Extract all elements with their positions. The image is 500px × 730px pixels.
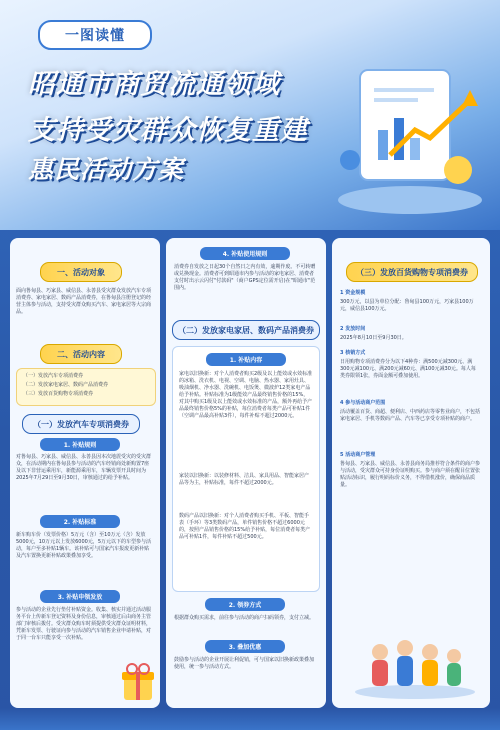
car-subsidy-standard-text: 新车购车价（发票价格）5万元（含）至10万元（含）发放5000元，10万元以上发放6000元，5万元以下的车型参与活动，每户至多补贴1辆车。该补贴可与国家汽车报废更新补贴及汽车置换更新补贴政策叠加享受。 [16, 532, 151, 559]
voucher-usage-rules-label: 4. 补贴使用规则 [200, 247, 290, 260]
voucher-claim-method-label: 2. 领券方式 [205, 598, 285, 611]
section-activity-target-text: 面向鲁甸县、巧家县、威信县、永善县受灾群众发放汽车专项消费券、家电家居、数码产品消费券，在鲁甸县注册登记的经营主体参与活动，支持受灾群众购买汽车、家电家居等大宗商品。 [16, 288, 152, 315]
section-activity-content-title: 二、活动内容 [40, 344, 122, 364]
section-appliance-voucher-title: （二）发放家电家居、数码产品消费券 [172, 320, 320, 340]
gift-box-icon [118, 660, 158, 704]
activity-content-item-2: （二）发放家电家居、数码产品消费券 [23, 382, 109, 388]
title-line-1: 昭通市商贸流通领域 [28, 69, 280, 100]
voucher-claim-method-text: 根据群众购买需求，前往参与活动的商户扫码领券，支付立减。 [174, 615, 315, 621]
page-footer [0, 708, 500, 730]
activity-content-item-1: （一）发放汽车专项消费券 [23, 373, 84, 379]
title-line-3: 惠民活动方案 [28, 155, 185, 184]
activity-content-item-3: （三）发放百货购物专项消费券 [23, 391, 94, 397]
digital-trade-in-text: 数码产品以旧换新：对个人消费者购买手机、平板、智能手表（手环）等3类数码产品，单件销售价格不超过6000元的，按照产品销售价格的15%给予补贴，每位消费者每类产品可补贴1件，每件补贴不超过500元。 [179, 513, 311, 540]
section-shopping-voucher-title: （三）发放百货购物专项消费券 [346, 262, 478, 282]
merchant-management-text: 鲁甸县、巧家县、威信县、永善县商务局推荐符合条件的商户参与活动，受灾群众可持身份证明购买。参与商户须在醒目位置张贴活动标识，履行明码标价义务，不得借机涨价，确保商品质量。 [340, 461, 481, 488]
stacking-discount-text: 鼓励参与活动的企业开展让利促销，可与国家以旧换新政策叠加使用，统一参与活动方式。 [174, 657, 315, 670]
car-subsidy-standard-label: 2. 补贴标准 [40, 515, 120, 528]
issue-time-text: 2025年8月10日至9月30日。 [340, 335, 407, 341]
car-subsidy-claim-label: 3. 补贴申领发放 [40, 590, 120, 603]
subsidy-content-panel [172, 346, 320, 592]
car-subsidy-rules-label: 1. 补贴规则 [40, 438, 120, 451]
fund-scale-text: 300万元，以县为单位分配：鲁甸县100万元，巧家县100万元，威信县100万元。 [340, 299, 474, 312]
home-improvement-trade-in-text: 家装以旧换新：以装修材料、洁具、家具用品、智能家居产品等为主，补贴标准，每件不超过2000元。 [179, 473, 310, 486]
car-subsidy-claim-text: 参与活动的企业先行垫付补贴资金。收集、核实并通过活动服务平台上传新车登记资料及身份信息，审核通过后由商务主管部门审核后拨付。受灾群众购车时须提供受灾群众证明材料，凭新车发票、行驶证向参与活动的汽车销售企业申请补贴，对于同一台车只能享受一次补贴。 [16, 607, 152, 641]
issue-time-label: 2 发放时间 [340, 326, 366, 332]
merchant-scope-label: 4 参与活动商户范围 [340, 400, 386, 406]
people-group-illustration [350, 630, 480, 700]
activity-content-list [16, 368, 156, 406]
merchant-management-label: 5 活动商户管理 [340, 452, 376, 458]
clipboard-chart-illustration [330, 60, 490, 220]
voucher-usage-rules-text: 消费券自发放之日起30个自然日之内有效，逾期作废。不可转赠或兑换现金。消费者可到昭通市内参与活动的家电家居、消费者支付时出示云闪付"付款码"（商户GPS定位需开启)在"昭通市"范围内。 [174, 264, 316, 291]
redemption-method-label: 3 核销方式 [340, 350, 366, 356]
merchant-scope-text: 活动覆盖百货、商超、便利店、中西药店等零售业商户，不包括家电家居、手机等数码产品、汽车等已享受专项补贴的商户。 [340, 409, 481, 422]
car-subsidy-rules-text: 对鲁甸县、巧家县、威信县、永善县因本次地震受灾的受灾群众，在活动期内在鲁甸县参与活动的汽车经销商处新购置7座及以下非营运乘用车，新能源乘用车，车辆发票开具时间为2025年7月29日至9月30日，审核通过的给予补贴。 [16, 454, 152, 481]
fund-scale-label: 1 资金规模 [340, 290, 366, 296]
redemption-method-text: 日用购物专项消费券分为以下4种券：满500元减300元、满300元减100元、满200元减60元、满100元减30元。每人每类券限领1张，券面金额可叠加使用。 [340, 359, 476, 379]
section-activity-target-title: 一、活动对象 [40, 262, 122, 282]
title-line-2: 支持受灾群众恢复重建 [28, 115, 308, 146]
stacking-discount-label: 3. 叠加优惠 [205, 640, 285, 653]
section-car-voucher-title: （一）发放汽车专项消费券 [22, 414, 140, 434]
header-badge: 一图读懂 [38, 20, 152, 50]
subsidy-content-label: 1. 补贴内容 [206, 353, 286, 366]
appliance-trade-in-text: 家电以旧换新：对个人消费者购买2级及以上能效或水效标准的冰箱、洗衣机、电视、空调、电脑、热水器、家用灶具、吸油烟机、净水器、洗碗机、电饭煲、微波炉12类家电产品给予补贴。补贴标准为1级能效产品最终销售价格的15%，对其中购买1级及以上能效或水效标准的产品，额外再给予产品最终销售价格5%的补贴，每位消费者每类产品可补贴1件（空调产品最高补贴3件），每件补贴不超过2000元。 [179, 371, 313, 419]
